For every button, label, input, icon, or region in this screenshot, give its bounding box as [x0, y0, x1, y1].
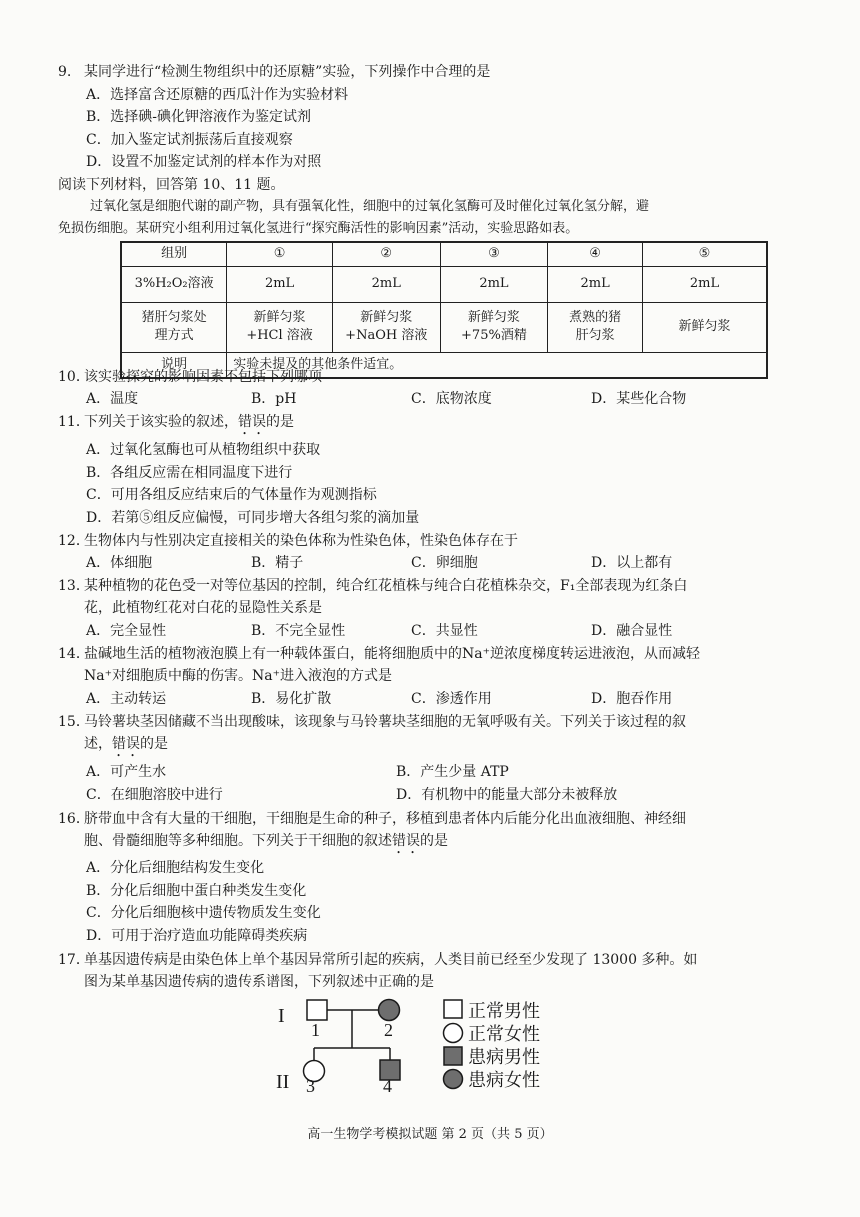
table-cell: 2mL [332, 266, 440, 302]
q13-stem-line2: 花，此植物红花对白花的显隐性关系是 [84, 600, 322, 616]
q15-option-d: D．有机物中的能量大部分未被释放 [396, 787, 618, 803]
q15-number: 15． [58, 714, 90, 730]
experiment-table [120, 241, 768, 379]
q10-number: 10． [58, 369, 90, 385]
q14-number: 14． [58, 646, 90, 662]
q15-text-end: 的是 [140, 736, 168, 752]
table-cell: 3%H₂O₂溶液 [121, 266, 227, 302]
q16-text-line2: 胞、骨髓细胞等多种细胞。下列关于干细胞的叙述 [84, 833, 392, 849]
q14-options [86, 688, 806, 710]
q12-stem [58, 530, 518, 552]
table-cell: 组别 [121, 242, 227, 266]
cell-line: 新鲜匀浆 [467, 310, 520, 325]
table-row-h2o2 [121, 266, 767, 302]
q16-emphasis: 错误 [392, 833, 420, 849]
q14-stem-line2: Na⁺对细胞质中酶的伤害。Na⁺进入液泡的方式是 [84, 668, 392, 684]
cell-line: 煮熟的猪 [569, 310, 622, 325]
table-cell: ④ [548, 242, 643, 266]
page-footer: 高一生物学考模拟试题 第 2 页（共 5 页） [307, 1127, 553, 1142]
q10-stem [58, 366, 322, 388]
individual-label: 1 [311, 1020, 320, 1040]
q11-stem [58, 411, 294, 438]
q13-stem [58, 575, 687, 597]
q13-option-b: B．不完全显性 [251, 623, 346, 639]
q16-option-a: A．分化后细胞结构发生变化 [86, 860, 265, 876]
q15-options-row1 [86, 761, 806, 783]
table-cell: 实验未提及的其他条件适宜。 [227, 352, 767, 378]
q9-number: 9. [58, 64, 72, 80]
q16-option-c: C．分化后细胞核中遗传物质发生变化 [86, 905, 321, 921]
q10-option-c: C．底物浓度 [411, 391, 492, 407]
q10-options [86, 388, 806, 410]
q15-text: 马铃薯块茎因储藏不当出现酸味，该现象与马铃薯块茎细胞的无氧呼吸有关。下列关于该过程的叙 [84, 714, 686, 730]
table-row-treatment [121, 302, 767, 352]
q17-stem-line2: 图为某单基因遗传病的遗传系谱图，下列叙述中正确的是 [84, 974, 434, 990]
material-paragraph-line2: 免损伤细胞。某研究小组利用过氧化氢进行“探究酶活性的影响因素”活动，实验思路如表。 [58, 221, 579, 236]
table-cell: ⑤ [642, 242, 767, 266]
q13-text: 某种植物的花色受一对等位基因的控制，纯合红花植株与纯合白花植株杂交，F₁全部表现为红条白 [84, 578, 688, 594]
q15-option-a: A．可产生水 [86, 764, 167, 780]
q17-number: 17． [58, 952, 90, 968]
cell-line: 新鲜匀浆 [678, 319, 731, 334]
q10-text: 该实验探究的影响因素不包括下列哪项 [84, 369, 322, 385]
normal-male-symbol [307, 1000, 327, 1020]
cell-line: 肝匀浆 [575, 328, 615, 343]
q11-number: 11． [58, 414, 90, 430]
q15-option-c: C．在细胞溶胶中进行 [86, 787, 223, 803]
q15-options-row2 [86, 784, 806, 806]
table-row-group [121, 242, 767, 266]
q12-text: 生物体内与性别决定直接相关的染色体称为性染色体，性染色体存在于 [84, 533, 518, 549]
q14-text: 盐碱地生活的植物液泡膜上有一种载体蛋白，能将细胞质中的Na⁺逆浓度梯度转运进液泡，从而减轻 [84, 646, 700, 662]
q12-option-b: B．精子 [251, 555, 304, 571]
q9-stem [58, 61, 490, 83]
q14-option-d: D．胞吞作用 [591, 691, 673, 707]
q15-option-b: B．产生少量 ATP [396, 764, 509, 780]
table-cell: 2mL [440, 266, 548, 302]
legend-affected-male-icon [444, 1047, 462, 1065]
legend-affected-female: 患病女性 [468, 1070, 540, 1091]
table-cell [548, 302, 643, 352]
q9-option-b: B．选择碘-碘化钾溶液作为鉴定试剂 [86, 109, 312, 125]
q13-number: 13． [58, 578, 90, 594]
q14-option-b: B．易化扩散 [251, 691, 332, 707]
q16-number: 16． [58, 811, 90, 827]
cell-line: 新鲜匀浆 [360, 310, 413, 325]
q15-stem [58, 711, 686, 733]
table-cell: 说明 [121, 352, 227, 378]
q11-option-c: C．可用各组反应结束后的气体量作为观测指标 [86, 487, 377, 503]
cell-line: +NaOH 溶液 [345, 328, 428, 343]
table-cell [121, 302, 227, 352]
q9-option-a: A．选择富含还原糖的西瓜汁作为实验材料 [86, 87, 349, 103]
q13-option-c: C．共显性 [411, 623, 478, 639]
table-cell: 2mL [548, 266, 643, 302]
table-cell [332, 302, 440, 352]
individual-label: 2 [384, 1020, 393, 1040]
q9-option-c: C．加入鉴定试剂振荡后直接观察 [86, 132, 293, 148]
legend-normal-male: 正常男性 [468, 1001, 540, 1022]
q12-options [86, 552, 806, 574]
q12-option-a: A．体细胞 [86, 555, 153, 571]
cell-line: +75%酒精 [461, 328, 527, 343]
cell-line: 理方式 [154, 328, 194, 343]
individual-label: 4 [383, 1076, 392, 1094]
q13-option-d: D．融合显性 [591, 623, 673, 639]
generation-2-label: II [276, 1071, 290, 1093]
q12-number: 12． [58, 533, 90, 549]
table-cell [227, 302, 333, 352]
q11-text: 下列关于该实验的叙述， [84, 414, 238, 430]
q17-stem [58, 949, 697, 971]
material-paragraph-line1: 过氧化氢是细胞代谢的副产物，具有强氧化性，细胞中的过氧化氢酶可及时催化过氧化氢分解，避 [90, 199, 650, 214]
q9-text: 某同学进行“检测生物组织中的还原糖”实验，下列操作中合理的是 [84, 64, 491, 80]
q17-text: 单基因遗传病是由染色体上单个基因异常所引起的疾病，人类目前已经至少发现了 13000 多种。如 [84, 952, 698, 968]
table-cell: ③ [440, 242, 548, 266]
legend-affected-male: 患病男性 [468, 1047, 540, 1068]
q9-option-d: D．设置不加鉴定试剂的样本作为对照 [86, 154, 322, 170]
q13-options [86, 620, 806, 642]
table-cell: 2mL [642, 266, 767, 302]
q16-text-end: 的是 [420, 833, 448, 849]
cell-line: +HCl 溶液 [246, 328, 313, 343]
q15-emphasis: 错误 [112, 736, 140, 752]
table-cell: ① [227, 242, 333, 266]
cell-line: 猪肝匀浆处 [141, 310, 207, 325]
q12-option-d: D．以上都有 [591, 555, 673, 571]
table-cell: 2mL [227, 266, 333, 302]
individual-label: 3 [306, 1076, 315, 1094]
q16-option-b: B．分化后细胞中蛋白种类发生变化 [86, 883, 307, 899]
q15-stem-line2 [84, 733, 168, 760]
q12-option-c: C．卵细胞 [411, 555, 478, 571]
table-cell: ② [332, 242, 440, 266]
q16-text: 脐带血中含有大量的干细胞，干细胞是生命的种子，移植到患者体内后能分化出血液细胞、神经细 [84, 811, 686, 827]
table-cell [440, 302, 548, 352]
q16-stem-line2 [84, 830, 448, 857]
q15-text-line2: 述， [84, 736, 112, 752]
q10-option-b: B．pH [251, 391, 297, 407]
q11-emphasis: 错误 [238, 414, 266, 430]
q11-text-end: 的是 [266, 414, 294, 430]
q14-option-a: A．主动转运 [86, 691, 167, 707]
legend-normal-female: 正常女性 [468, 1024, 540, 1045]
cell-line: 新鲜匀浆 [253, 310, 306, 325]
legend-affected-female-icon [444, 1070, 463, 1089]
pedigree-chart [270, 990, 570, 1094]
legend-normal-male-icon [444, 1000, 462, 1018]
q10-option-a: A．温度 [86, 391, 139, 407]
material-intro: 阅读下列材料，回答第 10、11 题。 [58, 177, 285, 193]
q14-option-c: C．渗透作用 [411, 691, 492, 707]
q11-option-a: A．过氧化氢酶也可从植物组织中获取 [86, 442, 321, 458]
q10-option-d: D．某些化合物 [591, 391, 687, 407]
q14-stem [58, 643, 700, 665]
q11-option-d: D．若第⑤组反应偏慢，可同步增大各组匀浆的滴加量 [86, 510, 420, 526]
q13-option-a: A．完全显性 [86, 623, 167, 639]
q11-option-b: B．各组反应需在相同温度下进行 [86, 465, 293, 481]
affected-female-symbol [379, 1000, 400, 1021]
q16-stem [58, 808, 686, 830]
generation-1-label: I [278, 1005, 285, 1027]
q16-option-d: D．可用于治疗造血功能障碍类疾病 [86, 928, 308, 944]
legend-normal-female-icon [444, 1024, 463, 1043]
table-cell [642, 302, 767, 352]
